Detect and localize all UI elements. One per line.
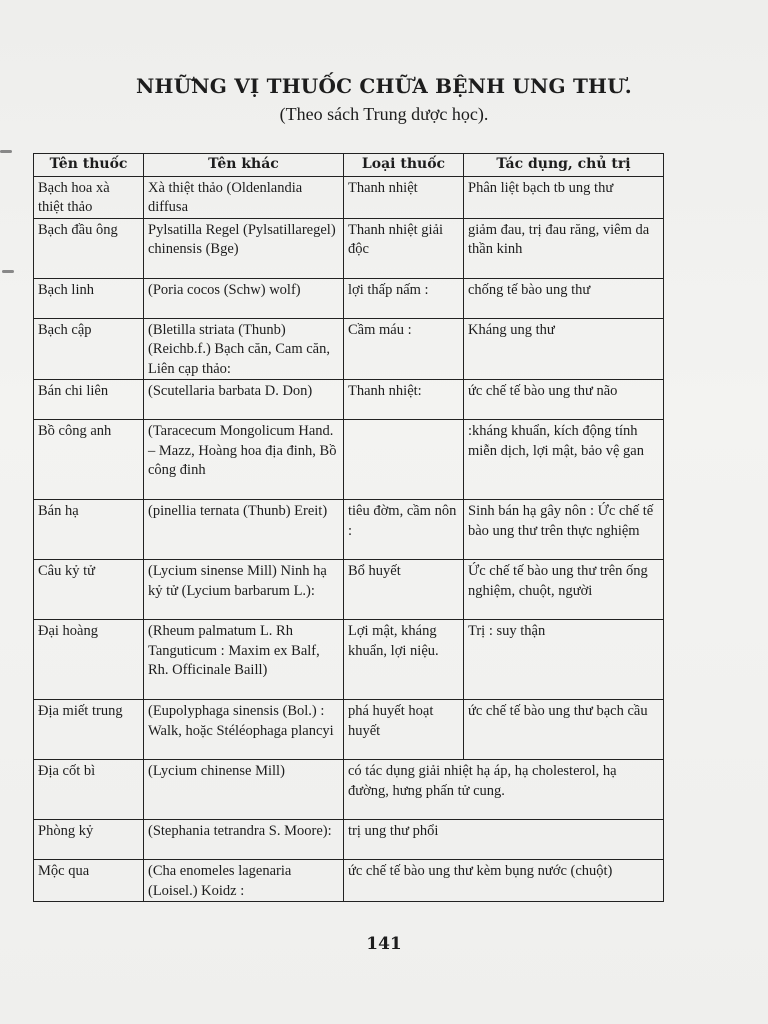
cell-drug-type: lợi thấp nấm : (344, 278, 464, 318)
table-row (34, 500, 664, 560)
table-row (34, 820, 664, 860)
cell-other-name: (pinellia ternata (Thunb) Ereit) (144, 500, 344, 560)
cell-effect: ức chế tế bào ung thư bạch cầu (464, 700, 664, 760)
cell-drug-name: Bạch linh (34, 278, 144, 318)
table-row (34, 218, 664, 278)
cell-merged-effect: trị ung thư phổi (344, 820, 664, 860)
cell-merged-effect: ức chế tế bào ung thư kèm bụng nước (chuột) (344, 860, 664, 902)
cell-other-name: (Eupolyphaga sinensis (Bol.) : Walk, hoặc Stéléophaga plancyi (144, 700, 344, 760)
cell-drug-type: Thanh nhiệt (344, 176, 464, 218)
cell-effect: Trị : suy thận (464, 620, 664, 700)
cell-drug-name: Phòng kỷ (34, 820, 144, 860)
scan-mark (2, 270, 14, 273)
cell-other-name: (Poria cocos (Schw) wolf) (144, 278, 344, 318)
table-header-row (34, 154, 664, 177)
cell-other-name: (Rheum palmatum L. Rh Tanguticum : Maxim ex Balf, Rh. Officinale Baill) (144, 620, 344, 700)
cell-effect: giảm đau, trị đau răng, viêm da thần kinh (464, 218, 664, 278)
page-number: 141 (366, 934, 402, 954)
cell-drug-type: Lợi mật, kháng khuẩn, lợi niệu. (344, 620, 464, 700)
table-row (34, 176, 664, 218)
table-row (34, 700, 664, 760)
table-row (34, 420, 664, 500)
cell-drug-name: Đại hoàng (34, 620, 144, 700)
cell-merged-effect: có tác dụng giải nhiệt hạ áp, hạ cholesterol, hạ đường, hưng phấn tử cung. (344, 760, 664, 820)
cell-drug-name: Bạch cập (34, 318, 144, 380)
cell-other-name: (Lycium sinense Mill) Ninh hạ kỷ tử (Lycium barbarum L.): (144, 560, 344, 620)
cell-effect: ức chế tế bào ung thư não (464, 380, 664, 420)
cell-drug-name: Bán hạ (34, 500, 144, 560)
cell-other-name: (Lycium chinense Mill) (144, 760, 344, 820)
table-row (34, 278, 664, 318)
cell-drug-type: phá huyết hoạt huyết (344, 700, 464, 760)
cell-other-name: (Stephania tetrandra S. Moore): (144, 820, 344, 860)
cell-other-name: (Cha enomeles lagenaria (Loisel.) Koidz : (144, 860, 344, 902)
cell-drug-name: Bán chi liên (34, 380, 144, 420)
cell-other-name: (Scutellaria barbata D. Don) (144, 380, 344, 420)
table-row (34, 560, 664, 620)
cell-other-name: Xà thiệt thảo (Oldenlandia diffusa (144, 176, 344, 218)
cell-drug-type: Thanh nhiệt: (344, 380, 464, 420)
drug-table (33, 153, 664, 902)
header-drug-type: Loại thuốc (344, 154, 464, 177)
cell-other-name: (Taracecum Mongolicum Hand. – Mazz, Hoàng hoa địa đinh, Bồ công đinh (144, 420, 344, 500)
cell-drug-type: Cầm máu : (344, 318, 464, 380)
table-row (34, 380, 664, 420)
header-other-name: Tên khác (144, 154, 344, 177)
header-effect: Tác dụng, chủ trị (464, 154, 664, 177)
cell-other-name: (Bletilla striata (Thunb) (Reichb.f.) Bạch căn, Cam căn, Liên cạp thảo: (144, 318, 344, 380)
table-row (34, 318, 664, 380)
cell-drug-name: Địa cốt bì (34, 760, 144, 820)
scan-mark (0, 150, 12, 153)
cell-effect: Ức chế tế bào ung thư trên ống nghiệm, chuột, người (464, 560, 664, 620)
cell-effect: Phân liệt bạch tb ung thư (464, 176, 664, 218)
cell-drug-type (344, 420, 464, 500)
cell-effect: Kháng ung thư (464, 318, 664, 380)
cell-effect: :kháng khuẩn, kích động tính miễn dịch, lợi mật, bảo vệ gan (464, 420, 664, 500)
header-drug-name: Tên thuốc (34, 154, 144, 177)
cell-drug-type: tiêu đờm, cầm nôn : (344, 500, 464, 560)
cell-drug-name: Bồ công anh (34, 420, 144, 500)
cell-other-name: Pylsatilla Regel (Pylsatillaregel) chinensis (Bge) (144, 218, 344, 278)
table-row (34, 760, 664, 820)
cell-drug-name: Bạch đầu ông (34, 218, 144, 278)
cell-drug-type: Thanh nhiệt giải độc (344, 218, 464, 278)
cell-effect: chống tế bào ung thư (464, 278, 664, 318)
table-row (34, 620, 664, 700)
cell-drug-name: Bạch hoa xà thiệt thảo (34, 176, 144, 218)
cell-drug-name: Câu kỷ tử (34, 560, 144, 620)
page-title: NHỮNG VỊ THUỐC CHỮA BỆNH UNG THƯ. (136, 74, 632, 98)
table-row (34, 860, 664, 902)
cell-effect: Sinh bán hạ gây nôn : Ức chế tế bào ung thư trên thực nghiệm (464, 500, 664, 560)
page-subtitle: (Theo sách Trung dược học). (279, 104, 489, 124)
cell-drug-name: Địa miết trung (34, 700, 144, 760)
cell-drug-name: Mộc qua (34, 860, 144, 902)
cell-drug-type: Bổ huyết (344, 560, 464, 620)
